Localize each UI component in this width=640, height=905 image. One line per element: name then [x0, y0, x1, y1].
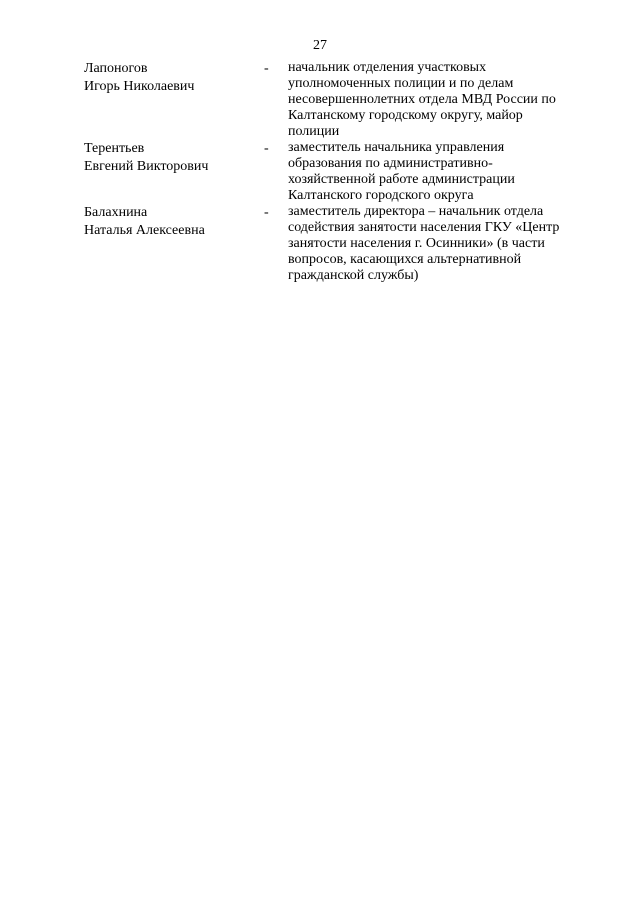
list-item [84, 60, 584, 140]
member-surname: Балахнина [84, 205, 148, 220]
role-line: хозяйственной работе администрации [288, 172, 515, 187]
role-line: заместитель директора – начальник отдела [288, 204, 544, 219]
separator-dash: - [264, 205, 269, 220]
member-surname: Лапоногов [84, 61, 148, 76]
member-given-name: Евгений Викторович [84, 159, 209, 174]
role-line: Калтанскому городскому округу, майор [288, 108, 523, 123]
role-line: несовершеннолетних отдела МВД России по [288, 92, 556, 107]
separator-dash: - [264, 61, 269, 76]
role-line: занятости населения г. Осинники» (в части [288, 236, 545, 251]
role-line: Калтанского городского округа [288, 188, 474, 203]
role-line: начальник отделения участковых [288, 60, 487, 75]
separator-dash: - [264, 141, 269, 156]
member-role [288, 204, 584, 284]
member-list [84, 60, 584, 284]
role-line: полиции [288, 124, 340, 139]
list-item [84, 140, 584, 204]
member-surname: Терентьев [84, 141, 145, 156]
member-role [288, 140, 584, 204]
member-name [84, 140, 264, 176]
list-item [84, 204, 584, 284]
page-number: 27 [313, 38, 327, 53]
member-role [288, 60, 584, 140]
role-line: образования по административно- [288, 156, 493, 171]
role-line: вопросов, касающихся альтернативной [288, 252, 522, 267]
member-given-name: Игорь Николаевич [84, 79, 195, 94]
member-name [84, 60, 264, 96]
role-line: гражданской службы) [288, 268, 419, 283]
role-line: содействия занятости населения ГКУ «Центр [288, 220, 560, 235]
member-name [84, 204, 264, 240]
role-line: заместитель начальника управления [288, 140, 505, 155]
role-line: уполномоченных полиции и по делам [288, 76, 514, 91]
member-given-name: Наталья Алексеевна [84, 223, 205, 238]
